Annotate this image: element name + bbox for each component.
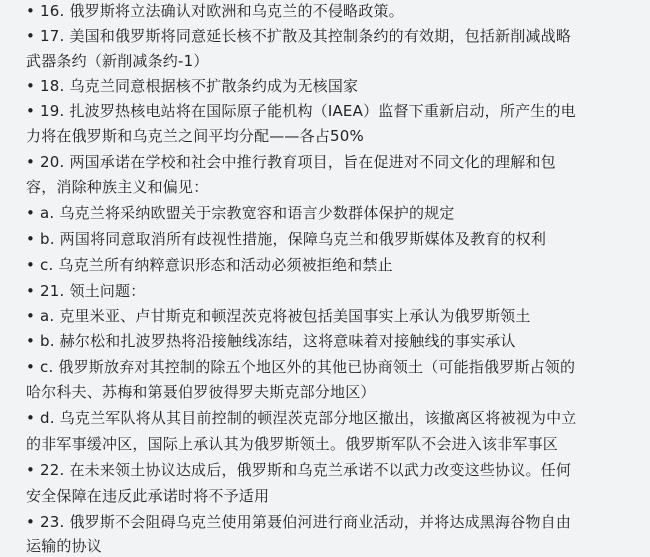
text-line: 哈尔科夫、苏梅和第聂伯罗彼得罗夫斯克部分地区）	[26, 383, 376, 401]
text-line: • 16. 俄罗斯将立法确认对欧洲和乌克兰的不侵略政策。	[26, 2, 404, 20]
text-line: • 21. 领土问题：	[26, 282, 146, 300]
text-line: • 18. 乌克兰同意根据核不扩散条约成为无核国家	[26, 77, 359, 95]
text-line: • 23. 俄罗斯不会阻碍乌克兰使用第聂伯河进行商业活动，并将达成黑海谷物自由	[26, 513, 572, 531]
text-line: • b. 赫尔松和扎波罗热将沿接触线冻结，这将意味着对接触线的事实承认	[26, 332, 516, 350]
text-line: 的非军事缓冲区，国际上承认其为俄罗斯领土。俄罗斯军队不会进入该非军事区	[26, 435, 559, 453]
text-line: 容，消除种族主义和偏见：	[26, 178, 209, 196]
text-line: 武器条约（新削减条约-1）	[26, 52, 209, 70]
text-line: • 22. 在未来领土协议达成后，俄罗斯和乌克兰承诺不以武力改变这些协议。任何	[26, 461, 572, 479]
text-line: • b. 两国将同意取消所有歧视性措施，保障乌克兰和俄罗斯媒体及教育的权利	[26, 230, 547, 248]
text-line: • 19. 扎波罗热核电站将在国际原子能机构（IAEA）监督下重新启动，所产生的电	[26, 102, 576, 120]
text-line: • a. 克里米亚、卢甘斯克和顿涅茨克将被包括美国事实上承认为俄罗斯领土	[26, 307, 531, 325]
text-line: • c. 乌克兰所有纳粹意识形态和活动必须被拒绝和禁止	[26, 256, 393, 274]
text-line: • 17. 美国和俄罗斯将同意延长核不扩散及其控制条约的有效期，包括新削减战略	[26, 27, 572, 45]
text-line: • a. 乌克兰将采纳欧盟关于宗教宽容和语言少数群体保护的规定	[26, 204, 455, 222]
text-line: 力将在俄罗斯和乌克兰之间平均分配——各占50%	[26, 127, 364, 145]
text-line: • d. 乌克兰军队将从其目前控制的顿涅茨克部分地区撤出，该撤离区将被视为中立	[26, 409, 577, 427]
text-line: • 20. 两国承诺在学校和社会中推行教育项目，旨在促进对不同文化的理解和包	[26, 153, 556, 171]
text-line: 运输的协议	[26, 537, 103, 555]
text-line: 安全保障在违反此承诺时将不予适用	[26, 487, 270, 505]
text-line: • c. 俄罗斯放弃对其控制的除五个地区外的其他已协商领土（可能指俄罗斯占领的	[26, 358, 576, 376]
